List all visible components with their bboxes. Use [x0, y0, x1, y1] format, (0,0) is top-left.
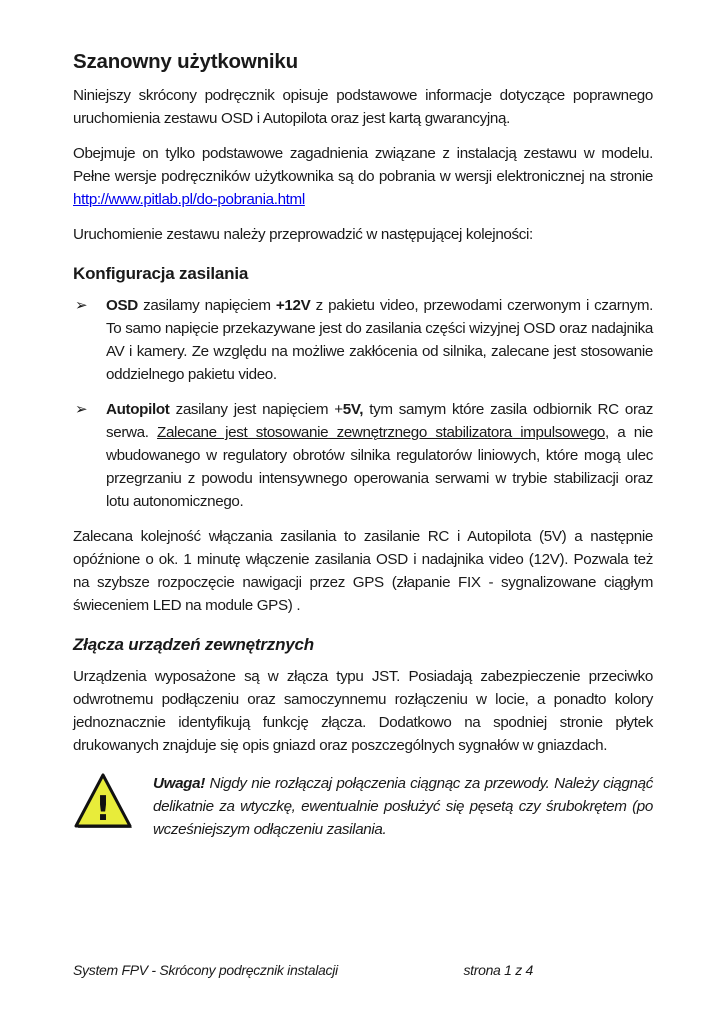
bullet-osd-text — [106, 294, 653, 386]
stabilizer-recommendation: Zalecane jest stosowanie zewnętrznego stabilizatora impulsowego — [157, 424, 606, 441]
page-footer — [73, 962, 533, 978]
download-paragraph — [73, 142, 653, 211]
bullet-osd — [73, 294, 653, 386]
bullet-osd-label: OSD — [106, 297, 138, 314]
connectors-paragraph: Urządzenia wyposażone są w złącza typu JST. Posiadają zabezpieczenie przeciwko odwrotnemu podłączeniu oraz samoczynnemu rozłączeniu w locie, a ponadto kolory jednoznacznie identyfikują funkcję złącza. Dodatkowo na spodniej stronie płytek drukowanych znajduje się opis gniazd oraz poszczególnych sygnałów w gniazdach. — [73, 668, 653, 754]
warning-text — [153, 771, 653, 841]
warning-icon — [73, 771, 153, 841]
warning-triangle-icon — [73, 771, 133, 831]
warning-body: Nigdy nie rozłączaj połączenia ciągnąc za przewody. Należy ciągnąć delikatnie za wtyczkę, ewentualnie posłużyć się pęsetą czy śrubokrętem (po wcześniejszym odłączeniu zasilania. — [153, 775, 653, 838]
page-number: strona 1 z 4 — [463, 962, 533, 978]
warning-box — [73, 771, 653, 841]
warning-label: Uwaga! — [153, 775, 205, 792]
download-text: Obejmuje on tylko podstawowe zagadnienia związane z instalacją zestawu w modelu. Pełne wersje podręczników użytkownika są do pobrania w wersji elektronicznej na stronie — [73, 145, 653, 185]
document-page — [73, 50, 653, 841]
power-order-paragraph: Zalecana kolejność włączania zasilania to zasilanie RC i Autopilota (5V) a następnie opóźnione o ok. 1 minutę włączenie zasilania OSD i nadajnika video (12V). Pozwala też na szybsze rozpoczęcie nawigacji przez GPS (złapanie FIX - sygnalizowane ciągłym świeceniem LED na module GPS) . — [73, 528, 653, 614]
osd-voltage: +12V — [275, 297, 311, 314]
arrow-bullet-icon: ➢ — [75, 401, 88, 418]
bullet-autopilot-text-a: zasilany jest napięciem + — [169, 401, 343, 418]
bullet-autopilot — [73, 398, 653, 513]
warning-symbol: ! — [95, 789, 111, 829]
autopilot-voltage: 5V, — [342, 401, 364, 418]
page-title: Szanowny użytkowniku — [73, 50, 298, 73]
download-link[interactable]: http://www.pitlab.pl/do-pobrania.html — [73, 191, 305, 208]
bullet-autopilot-text-b: tym samym które zasila odbiornik RC oraz serwa. — [106, 401, 653, 441]
bullet-osd-text-a: zasilamy napięciem — [137, 297, 276, 314]
bullet-autopilot-text-c: , a nie wbudowanego w regulatory obrotów silnika regulatorów liniowych, które mogą ulec przegrzaniu z powodu intensywnego operowania serwami w trybie stabilizacji oraz lotu autonomicznego. — [106, 424, 653, 510]
bullet-autopilot-label: Autopilot — [106, 401, 170, 418]
bullet-osd-text-b: z pakietu video, przewodami czerwonym i czarnym. To samo napięcie przekazywane jest do zasilania części wizyjnej OSD oraz nadajnika AV i kamery. Ze względu na możliwe zakłócenia od silnika, zalecane jest stosowanie oddzielnego pakietu video. — [106, 297, 654, 383]
footer-title: System FPV - Skrócony podręcznik instalacji — [73, 962, 338, 978]
order-paragraph: Uruchomienie zestawu należy przeprowadzić w następującej kolejności: — [73, 226, 533, 243]
intro-paragraph: Niniejszy skrócony podręcznik opisuje podstawowe informacje dotyczące poprawnego uruchomienia zestawu OSD i Autopilota oraz jest kartą gwarancyjną. — [73, 87, 653, 127]
bullet-autopilot-text — [106, 398, 653, 513]
section-heading-connectors: Złącza urządzeń zewnętrznych — [73, 635, 314, 654]
arrow-bullet-icon: ➢ — [75, 297, 88, 314]
section-heading-power: Konfiguracja zasilania — [73, 264, 249, 283]
